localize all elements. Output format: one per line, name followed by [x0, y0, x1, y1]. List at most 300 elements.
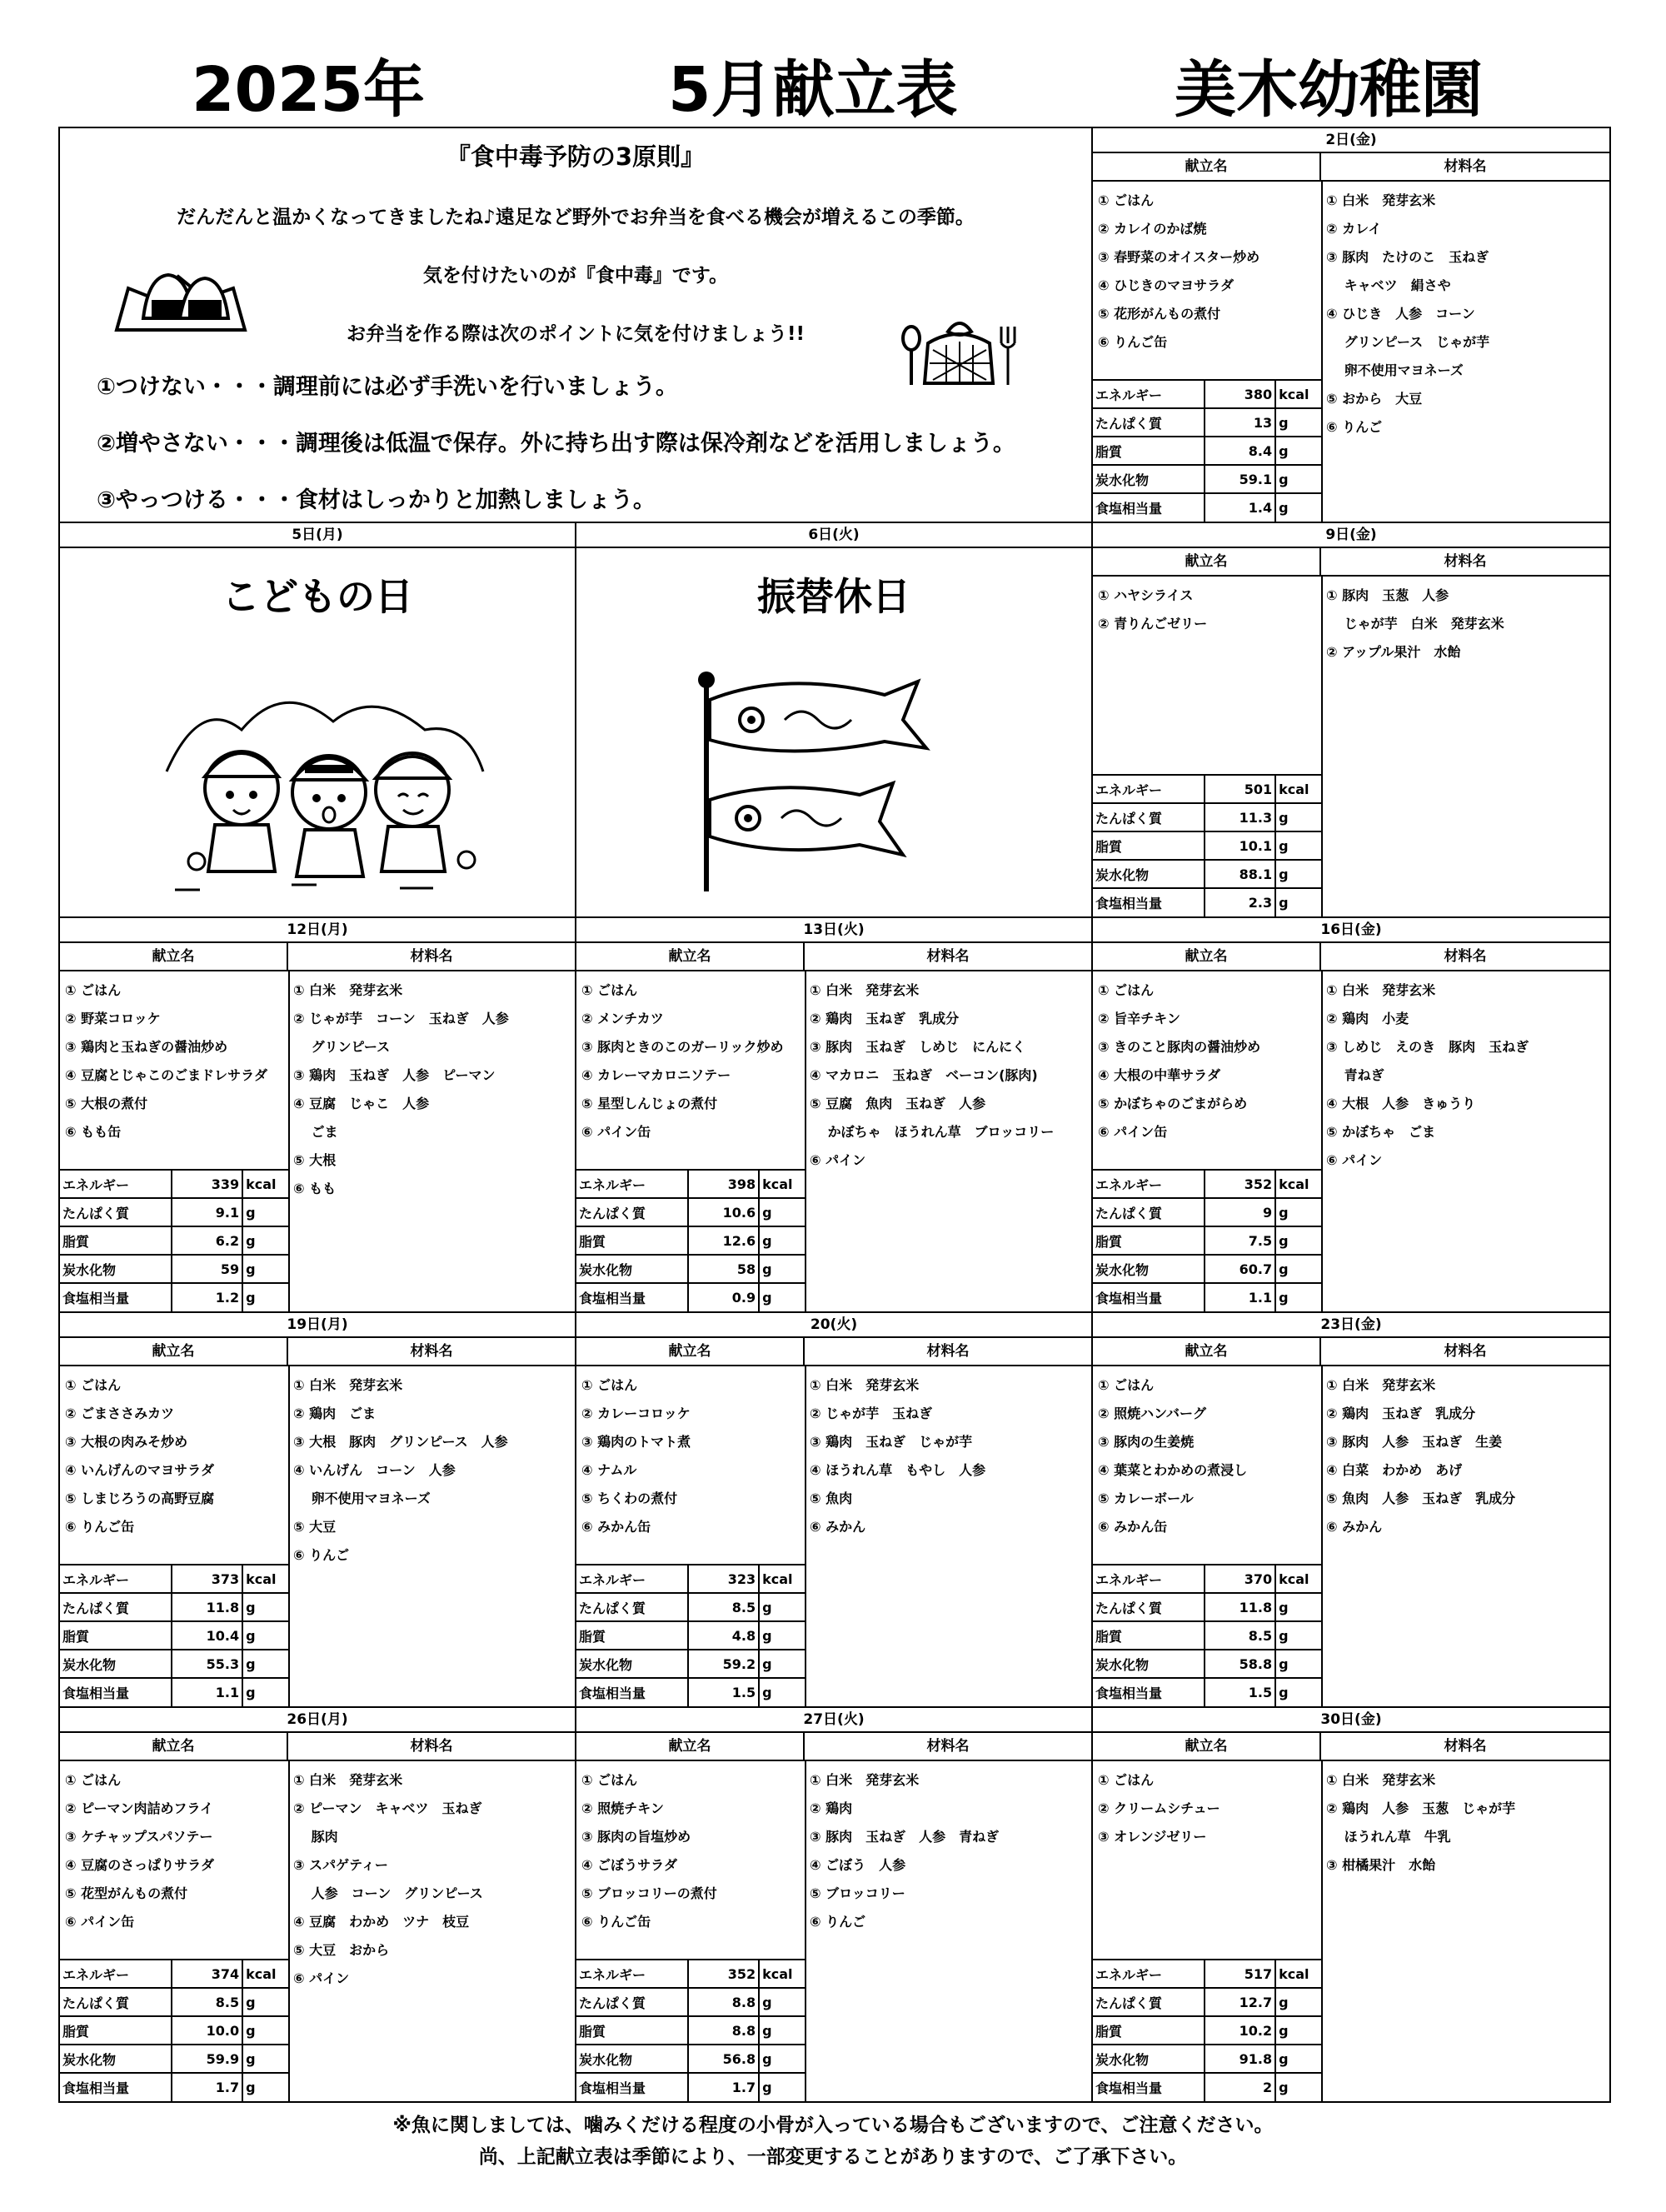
ingredient-item: ⑥ みかん: [810, 1519, 866, 1535]
ingredient-item: ごま: [293, 1124, 338, 1140]
menu-list: [1098, 1766, 1220, 1851]
menu-list: [1098, 1371, 1247, 1541]
nutrition-unit: g: [1275, 831, 1322, 860]
nutrition-label: エネルギー: [1093, 380, 1205, 408]
ingredient-item: ⑤ 魚肉 人参 玉ねぎ 乳成分: [1326, 1490, 1516, 1506]
nutrition-value: 517: [1205, 1960, 1276, 1988]
nutrition-unit: g: [1275, 1650, 1322, 1678]
menu-item: ② 照焼チキン: [581, 1800, 664, 1816]
menu-item: ③ 豚肉の旨塩炒め: [581, 1829, 691, 1845]
ingredient-item: ⑥ もも: [293, 1181, 337, 1196]
nutrition-label: 脂質: [1093, 1621, 1205, 1650]
nutrition-row-salt: [60, 2073, 289, 2101]
day-cell-12: [58, 916, 576, 1313]
nutrition-unit: g: [242, 1650, 289, 1678]
menu-item: ③ 豚肉の生姜焼: [1098, 1434, 1195, 1450]
lunchbox-illustration: [900, 313, 1016, 390]
ingredients-col-header: 材料名: [805, 943, 1091, 971]
nutrition-row-protein: [1093, 1198, 1322, 1226]
menu-item: ③ 春野菜のオイスター炒め: [1098, 249, 1260, 265]
ingredient-item: キャベツ 絹さや: [1326, 277, 1451, 293]
nutrition-unit: g: [759, 1198, 806, 1226]
ingredient-item: ② 鶏肉 ごま: [293, 1406, 377, 1421]
nutrition-row-energy: [60, 1565, 289, 1593]
day-cell-9: [1091, 522, 1611, 918]
nutrition-value: 10.6: [688, 1198, 760, 1226]
day-date: 23日(金): [1093, 1313, 1609, 1338]
day-date: 2日(金): [1093, 128, 1609, 153]
day-cell-26: [58, 1706, 576, 2103]
nutrition-value: 8.8: [688, 2016, 760, 2045]
nutrition-value: 88.1: [1205, 860, 1276, 888]
nutrition-label: 炭水化物: [1093, 465, 1205, 493]
nutrition-unit: g: [242, 1255, 289, 1283]
menu-col-header: 献立名: [1093, 153, 1321, 182]
nutrition-label: 食塩相当量: [576, 1678, 688, 1706]
nutrition-label: たんぱく質: [1093, 1988, 1205, 2016]
ingredients-list: [1326, 187, 1489, 442]
ingredient-item: ③ 柑橘果汁 水飴: [1326, 1857, 1436, 1873]
ingredient-item: ① 白米 発芽玄米: [810, 1772, 920, 1788]
holiday-title: こどもの日: [222, 574, 413, 619]
nutrition-label: 炭水化物: [1093, 1255, 1205, 1283]
day-date: 5日(月): [60, 523, 575, 548]
nutrition-table: [1093, 774, 1323, 916]
nutrition-unit: g: [1275, 1678, 1322, 1706]
ingredient-item: ⑥ パイン: [810, 1152, 866, 1168]
notice-line-3: お弁当を作る際は次のポイントに気を付けましょう!!: [347, 323, 805, 345]
nutrition-unit: kcal: [242, 1565, 289, 1593]
nutrition-unit: g: [1275, 1198, 1322, 1226]
ingredient-item: ④ 豆腐 わかめ ツナ 枝豆: [293, 1914, 470, 1930]
nutrition-value: 11.3: [1205, 803, 1276, 831]
ingredients-col-header: 材料名: [288, 1733, 575, 1761]
nutrition-row-fat: [576, 2016, 806, 2045]
menu-item: ⑥ りんご缶: [581, 1914, 651, 1930]
nutrition-row-protein: [1093, 1593, 1322, 1621]
nutrition-unit: g: [242, 1621, 289, 1650]
menu-item: ⑥ パイン缶: [65, 1914, 135, 1930]
nutrition-value: 9.1: [172, 1198, 243, 1226]
ingredient-item: ① 白米 発芽玄米: [1326, 1772, 1436, 1788]
header-school: 美木幼稚園: [1175, 54, 1483, 126]
nutrition-label: たんぱく質: [576, 1593, 688, 1621]
footer-note-1: ※魚に関しましては、噛みくだける程度の小骨が入っている場合もございますので、ご注意ください。: [392, 2115, 1274, 2136]
nutrition-value: 56.8: [688, 2045, 760, 2073]
menu-item: ⑤ 花型がんもの煮付: [65, 1885, 188, 1901]
menu-item: ⑤ しまじろうの高野豆腐: [65, 1490, 215, 1506]
nutrition-unit: g: [759, 1226, 806, 1255]
nutrition-unit: g: [1275, 1593, 1322, 1621]
nutrition-row-fat: [1093, 1226, 1322, 1255]
nutrition-unit: g: [1275, 1255, 1322, 1283]
ingredients-list: [1326, 1371, 1515, 1541]
nutrition-row-protein: [1093, 408, 1322, 437]
menu-item: ④ いんげんのマヨサラダ: [65, 1462, 214, 1478]
nutrition-value: 60.7: [1205, 1255, 1276, 1283]
nutrition-row-salt: [1093, 1283, 1322, 1311]
menu-item: ① ごはん: [1098, 192, 1155, 208]
nutrition-label: 食塩相当量: [1093, 1283, 1205, 1311]
nutrition-label: たんぱく質: [576, 1198, 688, 1226]
menu-item: ② カレーコロッケ: [581, 1406, 691, 1421]
ingredient-item: ③ 鶏肉 玉ねぎ 人参 ピーマン: [293, 1067, 496, 1083]
ingredient-item: ④ 白菜 わかめ あげ: [1326, 1462, 1463, 1478]
nutrition-row-protein: [60, 1198, 289, 1226]
ingredient-item: ② 鶏肉 人参 玉葱 じゃが芋: [1326, 1800, 1516, 1816]
nutrition-value: 91.8: [1205, 2045, 1276, 2073]
nutrition-row-energy: [1093, 1565, 1322, 1593]
ingredients-list: [810, 976, 1054, 1175]
nutrition-unit: g: [1275, 860, 1322, 888]
ingredient-item: ④ ひじき 人参 コーン: [1326, 306, 1475, 322]
nutrition-value: 9: [1205, 1198, 1276, 1226]
menu-col-header: 献立名: [1093, 943, 1321, 971]
menu-item: ③ ケチャップスパソテー: [65, 1829, 213, 1845]
ingredient-item: ⑥ りんご: [810, 1914, 866, 1930]
ingredients-col-header: 材料名: [288, 943, 575, 971]
nutrition-label: たんぱく質: [60, 1593, 172, 1621]
nutrition-row-carbs: [1093, 860, 1322, 888]
ingredient-item: 人参 コーン グリンピース: [293, 1885, 483, 1901]
nutrition-value: 398: [688, 1170, 760, 1198]
menu-item: ④ 葉菜とわかめの煮浸し: [1098, 1462, 1248, 1478]
ingredient-item: ③ 大根 豚肉 グリンピース 人参: [293, 1434, 508, 1450]
menu-list: [581, 976, 783, 1146]
ingredient-item: じゃが芋 白米 発芽玄米: [1326, 616, 1504, 632]
nutrition-value: 12.7: [1205, 1988, 1276, 2016]
nutrition-unit: kcal: [1275, 380, 1322, 408]
nutrition-unit: g: [242, 1678, 289, 1706]
nutrition-value: 1.5: [1205, 1678, 1276, 1706]
day-date: 27日(火): [576, 1708, 1091, 1733]
ingredients-list: [1326, 1766, 1515, 1880]
menu-col-header: 献立名: [1093, 1338, 1321, 1366]
menu-item: ② カレイのかば焼: [1098, 221, 1207, 237]
nutrition-row-fat: [1093, 1621, 1322, 1650]
nutrition-value: 1.7: [172, 2073, 243, 2101]
nutrition-row-energy: [1093, 775, 1322, 803]
nutrition-label: たんぱく質: [60, 1988, 172, 2016]
ingredient-item: ④ 豆腐 じゃこ 人参: [293, 1096, 430, 1111]
nutrition-label: たんぱく質: [1093, 408, 1205, 437]
nutrition-row-energy: [576, 1565, 806, 1593]
day-cell-13: [575, 916, 1093, 1313]
day-date: 30日(金): [1093, 1708, 1609, 1733]
header-year: 2025年: [192, 54, 425, 126]
nutrition-unit: kcal: [1275, 1565, 1322, 1593]
menu-item: ④ ひじきのマヨサラダ: [1098, 277, 1234, 293]
ingredients-col-header: 材料名: [288, 1338, 575, 1366]
menu-item: ① ごはん: [1098, 982, 1155, 998]
nutrition-value: 59: [172, 1255, 243, 1283]
nutrition-row-salt: [576, 2073, 806, 2101]
menu-item: ⑥ りんご缶: [65, 1519, 135, 1535]
ingredient-item: ① 白米 発芽玄米: [293, 982, 403, 998]
header-month: 5月献立表: [668, 54, 958, 126]
nutrition-value: 59.2: [688, 1650, 760, 1678]
ingredients-col-header: 材料名: [1321, 548, 1609, 577]
nutrition-unit: g: [242, 2073, 289, 2101]
ingredient-item: ① 白米 発芽玄米: [1326, 982, 1436, 998]
day-cell-27: [575, 1706, 1093, 2103]
nutrition-table: [1093, 1959, 1323, 2101]
nutrition-value: 1.5: [688, 1678, 760, 1706]
menu-item: ① ごはん: [581, 1377, 638, 1393]
menu-col-header: 献立名: [576, 1338, 805, 1366]
nutrition-unit: g: [242, 2045, 289, 2073]
nutrition-row-salt: [1093, 493, 1322, 522]
menu-item: ② 青りんごゼリー: [1098, 616, 1208, 632]
nutrition-row-energy: [1093, 1960, 1322, 1988]
menu-list: [1098, 187, 1259, 357]
ingredient-item: ③ しめじ えのき 豚肉 玉ねぎ: [1326, 1039, 1529, 1055]
nutrition-row-carbs: [60, 1650, 289, 1678]
ingredient-item: ⑥ りんご: [293, 1547, 350, 1563]
nutrition-row-carbs: [1093, 1650, 1322, 1678]
menu-item: ① ごはん: [65, 1377, 122, 1393]
nutrition-label: 食塩相当量: [1093, 1678, 1205, 1706]
nutrition-value: 374: [172, 1960, 243, 1988]
nutrition-label: 炭水化物: [60, 2045, 172, 2073]
ingredient-item: ① 豚肉 玉葱 人参: [1326, 587, 1449, 603]
ingredient-item: ⑤ おから 大豆: [1326, 391, 1423, 407]
menu-col-header: 献立名: [60, 943, 288, 971]
nutrition-unit: g: [759, 1283, 806, 1311]
nutrition-unit: g: [1275, 465, 1322, 493]
nutrition-label: エネルギー: [576, 1565, 688, 1593]
nutrition-unit: kcal: [242, 1170, 289, 1198]
notice-point-3: ③やっつける・・・食材はしっかりと加熱しましょう。: [97, 487, 656, 513]
day-date: 13日(火): [576, 918, 1091, 943]
nutrition-value: 10.1: [1205, 831, 1276, 860]
nutrition-label: たんぱく質: [1093, 803, 1205, 831]
nutrition-unit: kcal: [1275, 1170, 1322, 1198]
nutrition-value: 8.5: [1205, 1621, 1276, 1650]
day-date: 9日(金): [1093, 523, 1609, 548]
ingredient-item: ④ いんげん コーン 人参: [293, 1462, 456, 1478]
nutrition-label: 脂質: [60, 2016, 172, 2045]
menu-item: ⑤ 大根の煮付: [65, 1096, 148, 1111]
nutrition-unit: kcal: [759, 1960, 806, 1988]
ingredient-item: ⑤ 魚肉: [810, 1490, 853, 1506]
nutrition-table: [60, 1564, 290, 1706]
nutrition-unit: g: [759, 1988, 806, 2016]
nutrition-row-energy: [576, 1170, 806, 1198]
nutrition-value: 1.1: [172, 1678, 243, 1706]
koinobori-illustration: [685, 662, 935, 895]
ingredient-item: ④ 大根 人参 きゅうり: [1326, 1096, 1476, 1111]
menu-list: [65, 976, 267, 1146]
nutrition-label: エネルギー: [60, 1565, 172, 1593]
menu-item: ⑥ もも缶: [65, 1124, 122, 1140]
nutrition-row-carbs: [1093, 465, 1322, 493]
ingredients-list: [293, 1371, 508, 1570]
nutrition-value: 10.4: [172, 1621, 243, 1650]
ingredient-item: ③ 豚肉 人参 玉ねぎ 生姜: [1326, 1434, 1503, 1450]
menu-item: ① ごはん: [65, 982, 122, 998]
menu-item: ① ハヤシライス: [1098, 587, 1194, 603]
nutrition-value: 8.5: [688, 1593, 760, 1621]
nutrition-unit: g: [1275, 2045, 1322, 2073]
holiday-title: 振替休日: [757, 574, 910, 619]
day-cell-30: [1091, 1706, 1611, 2103]
nutrition-unit: kcal: [242, 1960, 289, 1988]
nutrition-row-carbs: [1093, 1255, 1322, 1283]
nutrition-unit: g: [759, 1255, 806, 1283]
nutrition-unit: g: [242, 1593, 289, 1621]
ingredient-item: ② アップル果汁 水飴: [1326, 644, 1461, 660]
nutrition-label: 食塩相当量: [576, 2073, 688, 2101]
nutrition-label: 食塩相当量: [1093, 2073, 1205, 2101]
menu-item: ② メンチカツ: [581, 1011, 664, 1026]
notice-line-1: だんだんと温かくなってきましたね♪遠足など野外でお弁当を食べる機会が増えるこの季節。: [177, 207, 975, 228]
nutrition-unit: g: [1275, 1283, 1322, 1311]
nutrition-label: 脂質: [60, 1621, 172, 1650]
nutrition-unit: g: [759, 2073, 806, 2101]
menu-item: ① ごはん: [581, 982, 638, 998]
menu-item: ⑥ パイン缶: [1098, 1124, 1168, 1140]
day-date: 19日(月): [60, 1313, 575, 1338]
ingredients-list: [1326, 582, 1504, 667]
ingredient-item: 卵不使用マヨネーズ: [293, 1490, 431, 1506]
nutrition-value: 501: [1205, 775, 1276, 803]
nutrition-value: 1.4: [1205, 493, 1276, 522]
day-cell-23: [1091, 1311, 1611, 1708]
nutrition-value: 6.2: [172, 1226, 243, 1255]
nutrition-label: 脂質: [1093, 1226, 1205, 1255]
nutrition-value: 352: [1205, 1170, 1276, 1198]
nutrition-row-fat: [1093, 831, 1322, 860]
nutrition-value: 4.8: [688, 1621, 760, 1650]
ingredient-item: ④ マカロニ 玉ねぎ ベーコン(豚肉): [810, 1067, 1038, 1083]
nutrition-row-salt: [576, 1678, 806, 1706]
nutrition-value: 8.4: [1205, 437, 1276, 465]
nutrition-unit: g: [759, 1678, 806, 1706]
nutrition-row-protein: [60, 1593, 289, 1621]
menu-item: ① ごはん: [65, 1772, 122, 1788]
nutrition-row-energy: [1093, 1170, 1322, 1198]
ingredient-item: グリンピース: [293, 1039, 391, 1055]
nutrition-value: 373: [172, 1565, 243, 1593]
ingredient-item: ① 白米 発芽玄米: [810, 982, 920, 998]
menu-item: ① ごはん: [1098, 1377, 1155, 1393]
nutrition-row-protein: [1093, 803, 1322, 831]
menu-item: ③ 豚肉ときのこのガーリック炒め: [581, 1039, 784, 1055]
ingredient-item: ② 鶏肉 玉ねぎ 乳成分: [810, 1011, 960, 1026]
nutrition-row-energy: [60, 1170, 289, 1198]
ingredient-item: ② 鶏肉 玉ねぎ 乳成分: [1326, 1406, 1476, 1421]
food-poisoning-notice: [58, 127, 1093, 523]
nutrition-label: 脂質: [576, 1226, 688, 1255]
menu-item: ③ オレンジゼリー: [1098, 1829, 1207, 1845]
nutrition-label: 炭水化物: [60, 1650, 172, 1678]
menu-item: ⑤ ブロッコリーの煮付: [581, 1885, 717, 1901]
nutrition-value: 370: [1205, 1565, 1276, 1593]
ingredient-item: ⑤ かぼちゃ ごま: [1326, 1124, 1436, 1140]
nutrition-row-fat: [1093, 437, 1322, 465]
nutrition-value: 1.1: [1205, 1283, 1276, 1311]
children-illustration: [150, 672, 491, 896]
nutrition-unit: g: [1275, 803, 1322, 831]
nutrition-value: 58.8: [1205, 1650, 1276, 1678]
ingredient-item: ⑥ パイン: [293, 1970, 350, 1986]
nutrition-table: [60, 1169, 290, 1311]
ingredient-item: ③ 豚肉 たけのこ 玉ねぎ: [1326, 249, 1489, 265]
ingredient-item: ② じゃが芋 コーン 玉ねぎ 人参: [293, 1011, 509, 1026]
nutrition-row-energy: [60, 1960, 289, 1988]
nutrition-table: [576, 1169, 806, 1311]
menu-item: ③ 鶏肉のトマト煮: [581, 1434, 691, 1450]
nutrition-unit: g: [1275, 1621, 1322, 1650]
nutrition-label: 脂質: [576, 1621, 688, 1650]
nutrition-row-salt: [576, 1283, 806, 1311]
nutrition-unit: g: [1275, 437, 1322, 465]
nutrition-label: たんぱく質: [1093, 1198, 1205, 1226]
nutrition-table: [576, 1959, 806, 2101]
ingredient-item: ② 鶏肉 小麦: [1326, 1011, 1409, 1026]
notice-title: 『食中毒予防の3原則』: [446, 142, 706, 171]
ingredient-item: ③ スパゲティー: [293, 1857, 388, 1873]
menu-item: ① ごはん: [581, 1772, 638, 1788]
ingredient-item: ⑤ 大根: [293, 1152, 337, 1168]
nutrition-row-fat: [1093, 2016, 1322, 2045]
ingredient-item: ⑤ 豆腐 魚肉 玉ねぎ 人参: [810, 1096, 986, 1111]
menu-item: ⑤ 花形がんもの煮付: [1098, 306, 1221, 322]
nutrition-value: 8.8: [688, 1988, 760, 2016]
ingredient-item: かぼちゃ ほうれん草 ブロッコリー: [810, 1124, 1055, 1140]
nutrition-unit: g: [1275, 408, 1322, 437]
menu-item: ④ 豆腐のさっぱりサラダ: [65, 1857, 214, 1873]
nutrition-value: 7.5: [1205, 1226, 1276, 1255]
menu-item: ⑤ 星型しんじょの煮付: [581, 1096, 718, 1111]
nutrition-row-fat: [60, 1226, 289, 1255]
nutrition-label: たんぱく質: [1093, 1593, 1205, 1621]
day-date: 6日(火): [576, 523, 1091, 548]
menu-list: [581, 1371, 691, 1541]
ingredient-item: ② じゃが芋 玉ねぎ: [810, 1406, 933, 1421]
menu-item: ⑤ かぼちゃのごまがらめ: [1098, 1096, 1248, 1111]
ingredients-list: [293, 1766, 483, 1993]
nutrition-unit: g: [1275, 888, 1322, 916]
menu-item: ⑥ りんご缶: [1098, 334, 1168, 350]
nutrition-unit: g: [759, 2045, 806, 2073]
menu-item: ④ カレーマカロニソテー: [581, 1067, 731, 1083]
nutrition-row-salt: [1093, 888, 1322, 916]
nutrition-value: 59.9: [172, 2045, 243, 2073]
menu-item: ② クリームシチュー: [1098, 1800, 1220, 1816]
nutrition-table: [60, 1959, 290, 2101]
nutrition-unit: g: [1275, 2073, 1322, 2101]
nutrition-row-carbs: [1093, 2045, 1322, 2073]
day-cell-19: [58, 1311, 576, 1708]
nutrition-row-carbs: [60, 2045, 289, 2073]
nutrition-unit: g: [759, 1650, 806, 1678]
nutrition-label: エネルギー: [576, 1960, 688, 1988]
nutrition-value: 323: [688, 1565, 760, 1593]
nutrition-value: 10.0: [172, 2016, 243, 2045]
nutrition-value: 10.2: [1205, 2016, 1276, 2045]
menu-col-header: 献立名: [576, 1733, 805, 1761]
nutrition-label: 脂質: [1093, 2016, 1205, 2045]
nutrition-row-protein: [576, 1198, 806, 1226]
onigiri-illustration: [112, 265, 250, 338]
ingredients-col-header: 材料名: [1321, 943, 1609, 971]
ingredient-item: ③ 鶏肉 玉ねぎ じゃが芋: [810, 1434, 973, 1450]
nutrition-label: 脂質: [1093, 831, 1205, 860]
nutrition-table: [1093, 1169, 1323, 1311]
nutrition-label: たんぱく質: [60, 1198, 172, 1226]
